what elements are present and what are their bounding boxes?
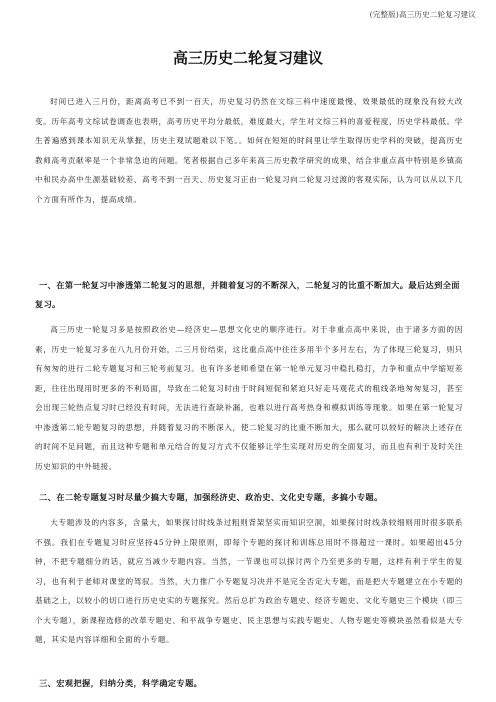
- running-header: (完整版)高三历史二轮复习建议: [369, 10, 476, 19]
- section3-heading: 三、宏观把握，归纳分类，科学确定专题。: [39, 678, 203, 688]
- section3-heading-block: [35, 674, 463, 693]
- intro-paragraph: 时间已进入三月份，距离高考已不到一百天，历史复习仍然在文综三科中速度最慢、效果最低的现象没有较大改变。历年高考文综试卷调查也表明，高考历史平均分最低，难度最大，学生对文综三科的喜爱程度，历史学科最低。学生普遍感到课本知识无从掌握，历史主观试题难以下笔。。如何在短短的时间里让学生取得历史学科的突破，提高历史教师高考贡献率是一个非常急迫的问题。笔者根据自己多年来高三历史教学研究的成果，结合非重点高中特别是乡镇高中和民办高中生源基础较差、高考不到一百天、历史复习正由一轮复习向二轮复习过渡的客观实际，认为可以从以下几个方面有所作为，提高成绩。: [35, 97, 463, 204]
- section2-heading-block: [35, 488, 463, 507]
- section1-heading: 一、在第一轮复习中渗透第二轮复习的思想，并随着复习的不断深入，二轮复习的比重不断加大。最后达到全面复习。: [35, 280, 460, 309]
- section1-paragraph: 高三历史一轮复习多是按照政治史—经济史—思想文化史的顺序进行。对于非重点高中来说，由于诸多方面的因素，历史一轮复习多在八九月份开始，二三月份结束，这比重点高中往往多用半个多月左右，为了体现三轮复习，则只有匆匆的进行二轮专题复习和三轮考前复习。也有许多老师希望在第一轮单元复习中稳扎稳打，力争和重点中学缩短差距，往往出现用时更多的不利局面，导致在二轮复习时由于时间短促和紧迫只好走马观花式的粗线条地匆匆复习，甚至会出现三轮热点复习时已经没有时间，无法进行查缺补漏，也难以进行高考热身和模拟训练等现象。如果在第一轮复习中渗透第二轮专题复习的思想，并随着复习的不断深入，使二轮复习的比重不断加大，那么就可以较好的解决上述存在的时间不足问题，而且这种专题和单元结合的复习方式不仅能够让学生实现对历史的全面复习，而且也有利于及时关注历史知识的中外链接。: [35, 325, 463, 471]
- document-title: 高三历史二轮复习建议: [172, 49, 323, 67]
- intro-block: [35, 92, 463, 209]
- section1-heading-block: [35, 276, 463, 314]
- section2-body-block: [35, 513, 463, 650]
- section2-heading: 二、在二轮专题复习时尽量少搞大专题，加强经济史、政治史、文化史专题，多搞小专题。: [39, 492, 383, 502]
- section1-body-block: [35, 320, 463, 476]
- section2-paragraph: 大专题涉及的内容多，含量大，如果探讨时线条过粗则背架坚实而知识空洞，如果探讨时线条较细则用时很多联系不强。我们在专题复习时应坚持45分钟上限原则，即每个专题的探讨和训练总用时不得超过一课时。如果超出45分钟，不把专题细分的话，就应当减少专题内容。当然，一节课也可以探讨两个乃至更多的专题，这样有利于学生的复习，也有利于老师对课堂的驾驭。当然，大力推广小专题复习决并不是完全否定大专题，而是把大专题建立在小专题的基础之上，以较小的切口进行历史史实的专题探究。然后总扩为政治专题史、经济专题史、文化专题史三个模块（即三个大专题），新课程选修的改革专题史、和平战争专题史、民主思想与实践专题史、人物专题史等模块虽然看似是大专题，其实是内容详细和全面的小专题。: [35, 518, 463, 644]
